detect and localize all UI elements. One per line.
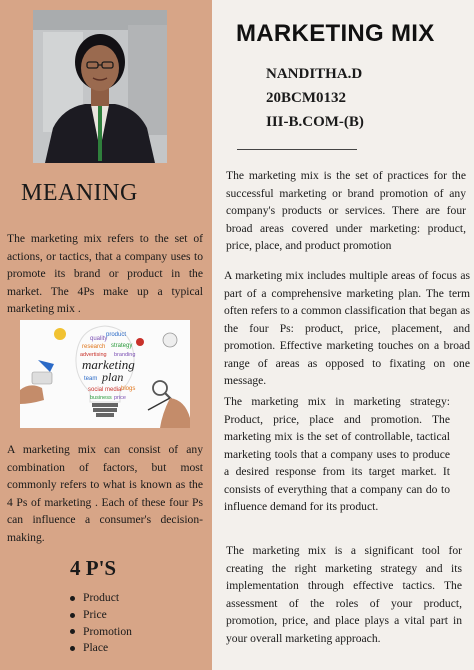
marketing-mix-paragraph: A marketing mix can consist of any combination of factors, but most commonly refers to what is known as the 4 Ps of marketing . Each of these four Ps can influence a consumer's decision-making.	[7, 443, 203, 544]
list-item	[70, 607, 132, 624]
illustration-word: marketing	[82, 357, 135, 372]
illustration-word: blogs	[121, 386, 136, 392]
illustration-word: team	[84, 376, 98, 382]
four-ps-list	[70, 590, 132, 657]
list-item-label: Place	[83, 641, 109, 655]
list-item	[70, 590, 132, 607]
bullet-icon	[70, 629, 75, 634]
author-name: NANDITHA.D	[266, 66, 363, 82]
list-item-label: Promotion	[83, 624, 132, 638]
illustration-word: research	[82, 344, 106, 350]
illustration-word: branding	[114, 352, 136, 358]
laptop-icon	[32, 372, 52, 384]
clock-icon	[163, 333, 177, 347]
focus-areas-paragraph: A marketing mix includes multiple areas of focus as part of a comprehensive marketing plan. The term often refers to a common classification that began as the four Ps: product, price, placement, and promotion. Effective marketing touches on a broad range of areas as opposed to fixating on one message.	[224, 269, 470, 387]
pin-icon	[136, 338, 144, 346]
left-panel	[0, 0, 212, 670]
author-photo	[33, 10, 167, 163]
illustration-word: strategy	[111, 343, 133, 349]
bullet-icon	[70, 596, 75, 601]
list-item-label: Price	[83, 607, 107, 621]
meaning-heading: MEANING	[21, 180, 138, 206]
illustration-word: product	[106, 332, 127, 338]
significance-paragraph: The marketing mix is a significant tool for creating the right marketing strategy and its implementation through effective tactics. The assessment of the roles of your product, promotion, price, and place plays a vital part in your overall marketing approach.	[226, 544, 462, 645]
list-item	[70, 640, 132, 657]
list-item	[70, 624, 132, 641]
definition-paragraph: The marketing mix is the set of practices for the successful marketing or brand promotion of any company's products or services. There are four broad areas covered under marketing: product, price, place, and product promotion	[226, 169, 466, 252]
strategy-paragraph: The marketing mix in marketing strategy: Product, price, place and promotion. The marketing mix is the set of controllable, tactical marketing tools that a company uses to produce a desired response from its target market. It consists of everything that a company can do to influence demand for its product.	[224, 395, 450, 513]
illustration-word: business	[90, 395, 112, 401]
meaning-paragraph: The marketing mix refers to the set of actions, or tactics, that a company uses to promote its brand or product in the market. The 4Ps make up a typical marketing mix .	[7, 232, 203, 315]
roll-number: 20BCM0132	[266, 90, 346, 106]
illustration-word: social media	[88, 387, 122, 393]
four-ps-heading: 4 P'S	[70, 556, 117, 580]
divider	[237, 149, 357, 150]
coin-icon	[54, 328, 66, 340]
list-item-label: Product	[83, 591, 120, 604]
illustration-word: advertising	[80, 352, 107, 358]
class-label: III-B.COM-(B)	[266, 114, 364, 130]
page-title: MARKETING MIX	[236, 20, 435, 47]
bullet-icon	[70, 646, 75, 651]
illustration-word: price	[114, 395, 126, 401]
marketing-plan-illustration	[20, 320, 190, 428]
bullet-icon	[70, 613, 75, 618]
illustration-word: quality	[90, 336, 108, 342]
illustration-word: plan	[102, 370, 124, 384]
